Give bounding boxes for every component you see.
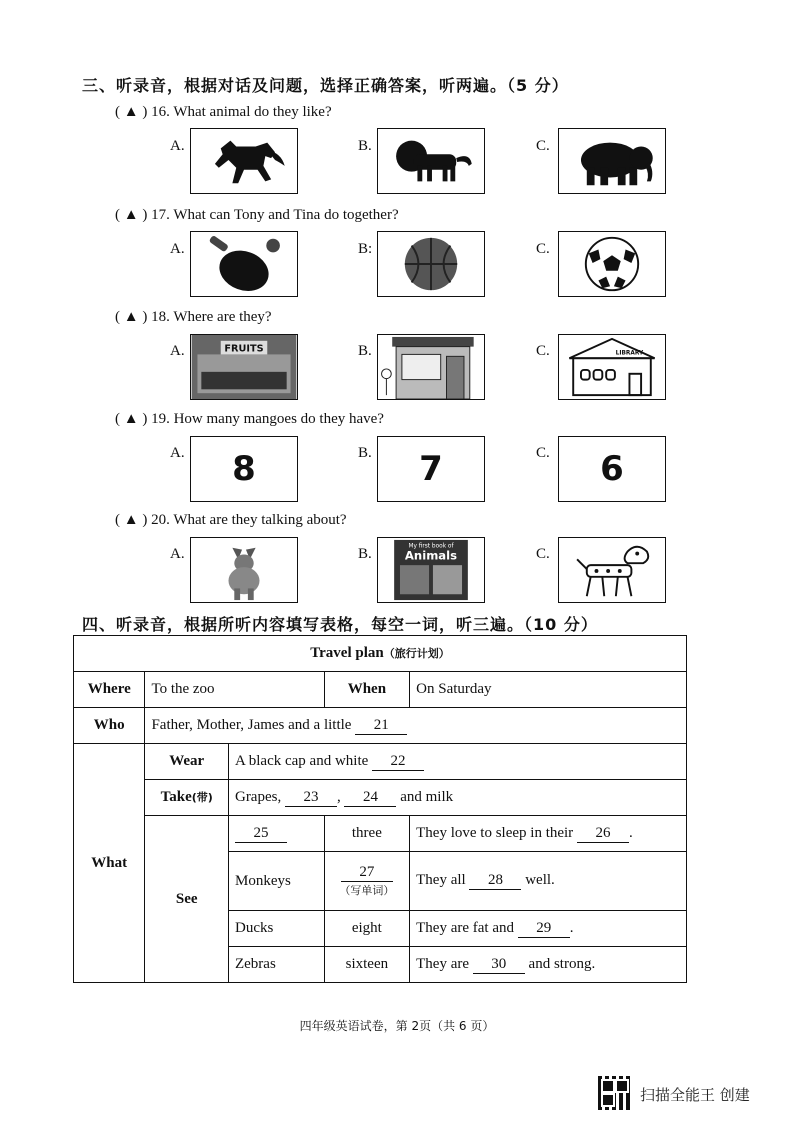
see-row-2-desc: They all 28 well. (410, 852, 687, 911)
option-20-c-label[interactable]: C. (536, 546, 550, 562)
option-18-b-label[interactable]: B. (358, 343, 372, 359)
option-16-a-label[interactable]: A. (170, 138, 185, 154)
blank-25[interactable]: 25 (235, 825, 287, 843)
blank-24[interactable]: 24 (344, 789, 396, 807)
option-20-b-label[interactable]: B. (358, 546, 372, 562)
elephant-icon[interactable] (558, 128, 666, 194)
svg-text:My first book of: My first book of (408, 543, 454, 550)
robot-dog-icon[interactable] (558, 537, 666, 603)
dog-icon[interactable] (190, 537, 298, 603)
ping-pong-icon[interactable] (190, 231, 298, 297)
option-20-a-label[interactable]: A. (170, 546, 185, 562)
blank-23[interactable]: 23 (285, 789, 337, 807)
section-3-title: 三、听录音，根据对话及问题，选择正确答案，听两遍。（5 分） (82, 76, 569, 95)
see-label: See (145, 816, 229, 983)
blank-29[interactable]: 29 (518, 920, 570, 938)
fruit-shop-icon[interactable] (190, 334, 298, 400)
library-icon[interactable] (558, 334, 666, 400)
question-18: ( ▲ ) 18. Where are they? (115, 309, 272, 325)
see-row-4-count: sixteen (324, 947, 410, 983)
lion-icon[interactable] (377, 128, 485, 194)
where-value: To the zoo (145, 672, 324, 708)
when-value: On Saturday (410, 672, 687, 708)
who-row: Father, Mother, James and a little 21 (145, 708, 687, 744)
svg-text:LIBRARY: LIBRARY (615, 350, 644, 357)
blank-21[interactable]: 21 (355, 717, 407, 735)
horse-icon[interactable] (190, 128, 298, 194)
question-16: ( ▲ ) 16. What animal do they like? (115, 104, 332, 120)
animal-book-icon[interactable] (377, 537, 485, 603)
see-row-2-count (324, 852, 410, 911)
blank-30[interactable]: 30 (473, 956, 525, 974)
see-row-3-count: eight (324, 911, 410, 947)
option-17-b-label[interactable]: B: (358, 241, 373, 257)
see-row-2-animal: Monkeys (228, 852, 324, 911)
option-16-b-label[interactable]: B. (358, 138, 372, 154)
football-icon[interactable] (558, 231, 666, 297)
option-16-c-label[interactable]: C. (536, 138, 550, 154)
option-17-a-label[interactable]: A. (170, 241, 185, 257)
travel-plan-table (73, 635, 687, 983)
question-17: ( ▲ ) 17. What can Tony and Tina do together? (115, 207, 399, 223)
basketball-icon[interactable] (377, 231, 485, 297)
take-row: Grapes, 23 , 24 and milk (228, 780, 686, 816)
qr-code-icon (598, 1076, 632, 1110)
what-label: What (74, 744, 145, 983)
option-19-c-number[interactable]: 6 (558, 436, 666, 502)
option-19-b-label[interactable]: B. (358, 445, 372, 461)
see-row-1-count: three (324, 816, 410, 852)
take-label: Take(带) (145, 780, 229, 816)
section-4-title: 四、听录音，根据所听内容填写表格，每空一词，听三遍。（10 分） (82, 615, 598, 634)
see-row-3-desc: They are fat and 29 . (410, 911, 687, 947)
blank-27[interactable]: 27 (341, 864, 393, 882)
question-20: ( ▲ ) 20. What are they talking about? (115, 512, 347, 528)
blank-26[interactable]: 26 (577, 825, 629, 843)
where-label: Where (74, 672, 145, 708)
question-19: ( ▲ ) 19. How many mangoes do they have? (115, 411, 384, 427)
svg-text:Animals: Animals (404, 548, 458, 563)
who-label: Who (74, 708, 145, 744)
option-19-c-label[interactable]: C. (536, 445, 550, 461)
see-row-1-animal (228, 816, 324, 852)
see-row-3-animal: Ducks (228, 911, 324, 947)
blank-22[interactable]: 22 (372, 753, 424, 771)
svg-text:FRUITS: FRUITS (224, 343, 264, 355)
option-19-a-label[interactable]: A. (170, 445, 185, 461)
when-label: When (324, 672, 410, 708)
option-17-c-label[interactable]: C. (536, 241, 550, 257)
toy-shop-icon[interactable] (377, 334, 485, 400)
see-row-4-desc: They are 30 and strong. (410, 947, 687, 983)
blank-28[interactable]: 28 (469, 872, 521, 890)
option-19-a-number[interactable]: 8 (190, 436, 298, 502)
option-19-b-number[interactable]: 7 (377, 436, 485, 502)
option-18-c-label[interactable]: C. (536, 343, 550, 359)
page-footer: 四年级英语试卷，第 2页（共 6 页） (299, 1019, 495, 1033)
see-row-1-desc: They love to sleep in their 26 . (410, 816, 687, 852)
see-row-4-animal: Zebras (228, 947, 324, 983)
wear-label: Wear (145, 744, 229, 780)
option-18-a-label[interactable]: A. (170, 343, 185, 359)
scanner-watermark: 扫描全能王 创建 (640, 1086, 750, 1104)
table-heading: Travel plan（旅行计划） (74, 636, 687, 672)
word-note: （写单词） (339, 883, 395, 897)
wear-row: A black cap and white 22 (228, 744, 686, 780)
